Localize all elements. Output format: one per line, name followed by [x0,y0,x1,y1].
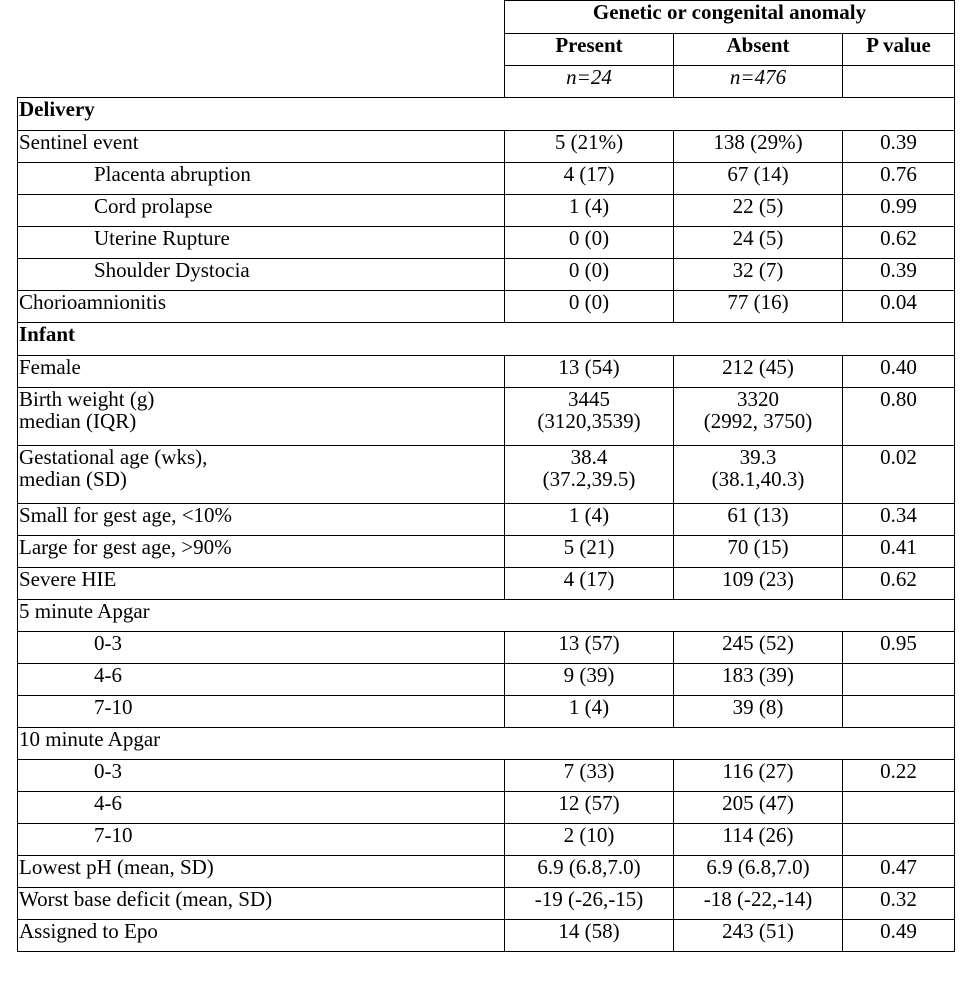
row-label: 7-10 [18,696,505,728]
p-value: 0.62 [843,568,955,600]
p-value: 0.34 [843,504,955,536]
table-row [18,291,955,323]
p-value: 0.40 [843,356,955,388]
table-row [18,568,955,600]
present-value: 0 (0) [505,291,674,323]
row-label: Lowest pH (mean, SD) [18,856,505,888]
p-value [843,824,955,856]
table-row [18,195,955,227]
n-present: n=24 [505,66,674,98]
present-value-line2: (37.2,39.5) [542,467,636,492]
present-value-line1: 38.4 [570,445,608,469]
absent-value-line2: (2992, 3750) [703,409,813,434]
col-present-header: Present [505,34,674,66]
present-value [505,388,674,446]
absent-value: 212 (45) [674,356,843,388]
p-value: 0.99 [843,195,955,227]
p-value: 0.41 [843,536,955,568]
row-label: Sentinel event [18,131,505,163]
p-value: 0.80 [843,388,955,446]
header-row-columns [18,34,955,66]
row-label: 7-10 [18,824,505,856]
table-row [18,98,955,131]
row-label: 0-3 [18,760,505,792]
row-label [18,446,505,504]
present-value: 5 (21%) [505,131,674,163]
present-value: 5 (21) [505,536,674,568]
p-value: 0.62 [843,227,955,259]
table-row [18,632,955,664]
table-row [18,536,955,568]
present-value: 14 (58) [505,920,674,952]
row-label: 0-3 [18,632,505,664]
p-value: 0.04 [843,291,955,323]
header-row-n [18,66,955,98]
p-value: 0.47 [843,856,955,888]
row-label: Cord prolapse [18,195,505,227]
table-row [18,664,955,696]
absent-value-line2: (38.1,40.3) [711,467,805,492]
table-row [18,728,955,760]
row-label: 4-6 [18,792,505,824]
p-value: 0.39 [843,259,955,291]
absent-value: 116 (27) [674,760,843,792]
table-row [18,760,955,792]
row-label [18,388,505,446]
row-label: 4-6 [18,664,505,696]
group-header: Genetic or congenital anomaly [505,1,955,34]
table-row [18,792,955,824]
table-row [18,131,955,163]
present-value: 7 (33) [505,760,674,792]
row-label: Worst base deficit (mean, SD) [18,888,505,920]
section-label: Delivery [18,98,955,131]
table-row [18,227,955,259]
p-value: 0.49 [843,920,955,952]
table-row [18,259,955,291]
p-value: 0.22 [843,760,955,792]
absent-value: -18 (-22,-14) [674,888,843,920]
header-row-group [18,1,955,34]
p-value: 0.76 [843,163,955,195]
present-value: 1 (4) [505,696,674,728]
table-body [18,1,955,952]
absent-value: 6.9 (6.8,7.0) [674,856,843,888]
table-row [18,163,955,195]
absent-value: 205 (47) [674,792,843,824]
n-absent: n=476 [674,66,843,98]
absent-value: 243 (51) [674,920,843,952]
table-row [18,323,955,356]
row-label: Severe HIE [18,568,505,600]
subsection-label: 10 minute Apgar [18,728,955,760]
header-blank-cell [18,1,505,34]
table-row [18,600,955,632]
p-value: 0.39 [843,131,955,163]
row-label: Female [18,356,505,388]
absent-value: 61 (13) [674,504,843,536]
p-value [843,664,955,696]
absent-value: 138 (29%) [674,131,843,163]
absent-value [674,388,843,446]
section-label: Infant [18,323,955,356]
present-value: 13 (57) [505,632,674,664]
table-row [18,356,955,388]
row-label-line2: median (IQR) [19,409,137,434]
p-value: 0.95 [843,632,955,664]
p-value: 0.32 [843,888,955,920]
row-label: Shoulder Dystocia [18,259,505,291]
row-label: Chorioamnionitis [18,291,505,323]
present-value [505,446,674,504]
absent-value: 39 (8) [674,696,843,728]
row-label: Small for gest age, <10% [18,504,505,536]
col-p-header: P value [843,34,955,66]
table-row [18,920,955,952]
present-value-line2: (3120,3539) [537,409,641,434]
present-value: -19 (-26,-15) [505,888,674,920]
subsection-label: 5 minute Apgar [18,600,955,632]
present-value: 0 (0) [505,259,674,291]
table-row [18,856,955,888]
absent-value: 24 (5) [674,227,843,259]
absent-value: 245 (52) [674,632,843,664]
absent-value: 70 (15) [674,536,843,568]
absent-value: 109 (23) [674,568,843,600]
row-label: Uterine Rupture [18,227,505,259]
present-value: 0 (0) [505,227,674,259]
absent-value-line1: 3320 [737,387,779,411]
row-label-line1: Birth weight (g) [19,387,155,411]
absent-value: 67 (14) [674,163,843,195]
table-row [18,446,955,504]
table-row [18,888,955,920]
row-label: Large for gest age, >90% [18,536,505,568]
present-value-line1: 3445 [568,387,610,411]
p-value [843,696,955,728]
present-value: 9 (39) [505,664,674,696]
table-row [18,504,955,536]
absent-value: 183 (39) [674,664,843,696]
present-value: 2 (10) [505,824,674,856]
absent-value: 77 (16) [674,291,843,323]
absent-value: 32 (7) [674,259,843,291]
present-value: 6.9 (6.8,7.0) [505,856,674,888]
col-absent-header: Absent [674,34,843,66]
p-value: 0.02 [843,446,955,504]
present-value: 4 (17) [505,163,674,195]
header-blank-cell [18,34,505,66]
p-value [843,792,955,824]
present-value: 12 (57) [505,792,674,824]
present-value: 13 (54) [505,356,674,388]
present-value: 1 (4) [505,504,674,536]
absent-value: 22 (5) [674,195,843,227]
present-value: 4 (17) [505,568,674,600]
table-row [18,388,955,446]
anomaly-table [17,0,955,952]
table-row [18,696,955,728]
absent-value-line1: 39.3 [739,445,777,469]
row-label-line1: Gestational age (wks), [19,445,208,469]
n-p-empty [843,66,955,98]
absent-value [674,446,843,504]
absent-value: 114 (26) [674,824,843,856]
row-label: Assigned to Epo [18,920,505,952]
table-row [18,824,955,856]
row-label-line2: median (SD) [19,467,127,492]
present-value: 1 (4) [505,195,674,227]
header-blank-cell [18,66,505,98]
row-label: Placenta abruption [18,163,505,195]
